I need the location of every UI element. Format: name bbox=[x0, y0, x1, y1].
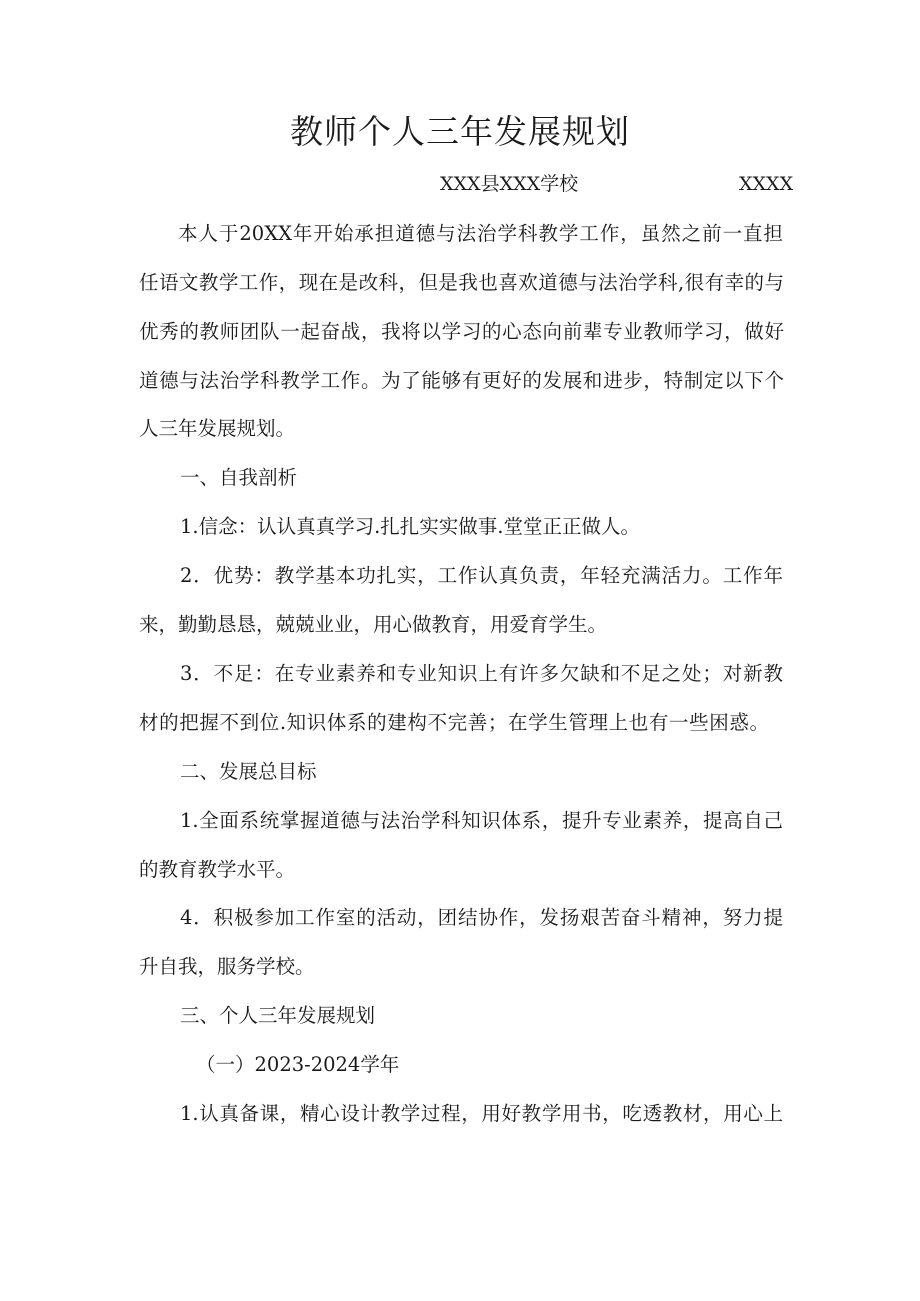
list-item-continued: 的教育教学水平。 bbox=[139, 858, 296, 881]
paragraph-line: 本人于20XX年开始承担道德与法治学科教学工作，虽然之前一直担 bbox=[178, 222, 783, 245]
list-item: 1.全面系统掌握道德与法治学科知识体系，提升专业素养，提高自己 bbox=[180, 809, 783, 832]
list-item-continued: 来，勤勤恳恳，兢兢业业，用心做教育，用爱育学生。 bbox=[139, 613, 608, 636]
document-title: 教师个人三年发展规划 bbox=[290, 112, 630, 151]
school-name: XXX县XXX学校 bbox=[440, 173, 579, 195]
section-heading: 三、个人三年发展规划 bbox=[180, 1004, 376, 1027]
list-item-continued: 材的把握不到位.知识体系的建构不完善；在学生管理上也有一些困惑。 bbox=[139, 711, 769, 734]
list-item: 2．优势：教学基本功扎实，工作认真负责，年轻充满活力。工作年 bbox=[180, 564, 783, 587]
paragraph-line: 人三年发展规划。 bbox=[139, 417, 296, 440]
list-item: 3．不足：在专业素养和专业知识上有许多欠缺和不足之处；对新教 bbox=[180, 662, 783, 685]
author-name: XXXX bbox=[739, 173, 794, 195]
paragraph-line: 道德与法治学科教学工作。为了能够有更好的发展和进步，特制定以下个 bbox=[139, 369, 784, 392]
section-heading: 二、发展总目标 bbox=[180, 760, 317, 783]
list-item-continued: 升自我，服务学校。 bbox=[139, 955, 315, 978]
section-heading: 一、自我剖析 bbox=[180, 466, 298, 489]
paragraph-line: 任语文教学工作，现在是改科，但是我也喜欢道德与法治学科,很有幸的与 bbox=[139, 271, 784, 294]
list-item: 1.信念：认认真真学习.扎扎实实做事.堂堂正正做人。 bbox=[180, 515, 641, 538]
list-item: 4．积极参加工作室的活动，团结协作，发扬艰苦奋斗精神，努力提 bbox=[180, 906, 783, 929]
paragraph-line: 优秀的教师团队一起奋战，我将以学习的心态向前辈专业教师学习，做好 bbox=[139, 320, 784, 343]
list-item: 1.认真备课，精心设计教学过程，用好教学用书，吃透教材，用心上 bbox=[180, 1102, 783, 1125]
subsection-heading: （一）2023-2024学年 bbox=[196, 1053, 400, 1076]
